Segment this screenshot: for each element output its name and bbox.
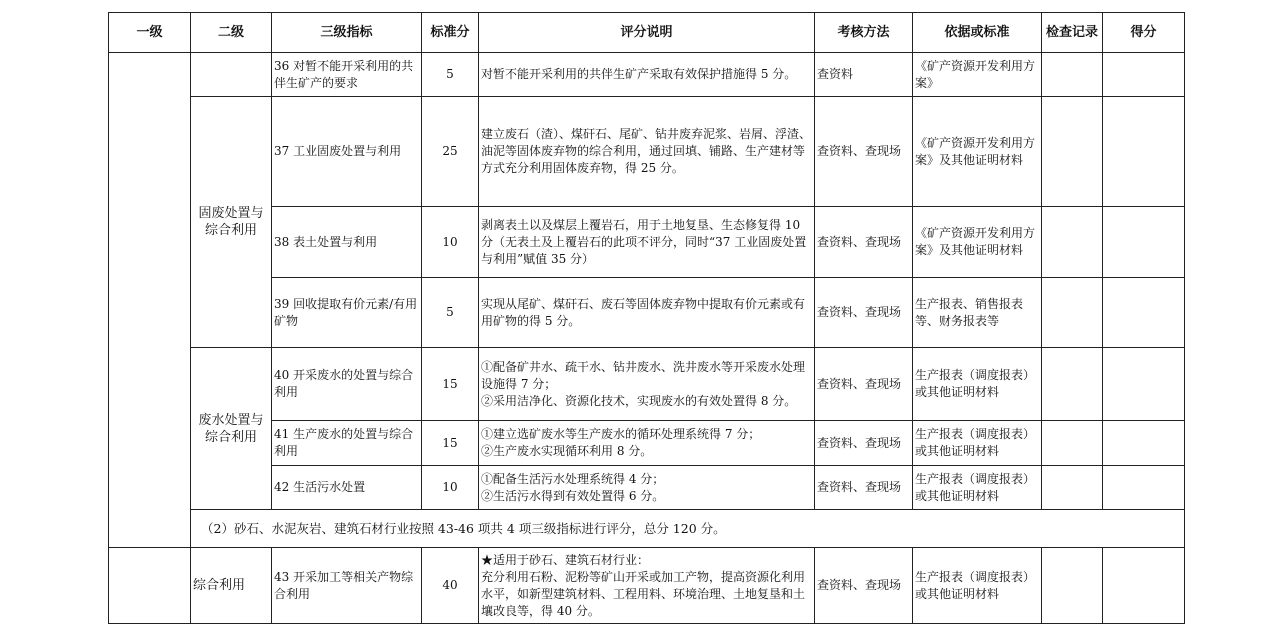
record-cell[interactable] [1042,348,1103,421]
note-row [109,510,1185,548]
header-level1: 一级 [109,13,191,53]
score-cell: 5 [422,278,479,348]
result-cell[interactable] [1103,348,1185,421]
header-row [109,13,1185,53]
group-comprehensive: 综合利用 [191,548,272,624]
scoring-table [108,12,1185,624]
group-solid-waste: 固废处置与综合利用 [191,97,272,348]
basis-cell: 《矿产资源开发利用方案》及其他证明材料 [913,97,1042,207]
result-cell[interactable] [1103,466,1185,510]
level1-cell [109,548,191,624]
desc-line: 实现从尾矿、煤矸石、废石等固体废弃物中提取有价元素或有用矿物的得 5 分。 [481,296,806,328]
header-score: 标准分 [422,13,479,53]
header-level2: 二级 [191,13,272,53]
score-cell: 15 [422,348,479,421]
indicator-cell: 38 表土处置与利用 [272,207,422,278]
method-cell: 查资料 [815,53,913,97]
group-waste-water: 废水处置与综合利用 [191,348,272,510]
method-cell: 查资料、查现场 [815,97,913,207]
score-cell: 40 [422,548,479,624]
indicator-cell: 39 回收提取有价元素/有用矿物 [272,278,422,348]
table-row [109,548,1185,624]
header-method: 考核方法 [815,13,913,53]
desc-line: ②生活污水得到有效处置得 6 分。 [481,488,665,503]
header-desc: 评分说明 [479,13,815,53]
basis-cell: 《矿产资源开发利用方案》 [913,53,1042,97]
method-cell: 查资料、查现场 [815,466,913,510]
table-row [109,97,1185,207]
basis-cell: 生产报表（调度报表）或其他证明材料 [913,348,1042,421]
score-cell: 10 [422,466,479,510]
desc-line: 剥离表土以及煤层上覆岩石，用于土地复垦、生态修复得 10 分（无表土及上覆岩石的此项不评分，同时“37 工业固废处置与利用”赋值 35 分） [481,217,807,266]
desc-line: 建立废石（渣）、煤矸石、尾矿、钻井废弃泥浆、岩屑、浮渣、油泥等固体废弃物的综合利用，通过回填、铺路、生产建材等方式充分利用固体废弃物，得 25 分。 [481,127,812,175]
desc-cell [479,548,815,624]
score-cell: 5 [422,53,479,97]
method-cell: 查资料、查现场 [815,348,913,421]
indicator-cell: 37 工业固废处置与利用 [272,97,422,207]
result-cell[interactable] [1103,548,1185,624]
record-cell[interactable] [1042,207,1103,278]
header-level3: 三级指标 [272,13,422,53]
record-cell[interactable] [1042,53,1103,97]
level2-cell [191,53,272,97]
desc-line: ★适用于砂石、建筑石材行业： [481,552,650,567]
desc-cell [479,348,815,421]
table-row [109,53,1185,97]
indicator-cell: 43 开采加工等相关产物综合利用 [272,548,422,624]
desc-line: ①配备生活污水处理系统得 4 分； [481,471,665,486]
indicator-cell: 36 对暂不能开采利用的共伴生矿产的要求 [272,53,422,97]
record-cell[interactable] [1042,548,1103,624]
desc-line: 充分利用石粉、泥粉等矿山开采或加工产物，提高资源化利用水平，如新型建筑材料、工程用料、环境治理、土地复垦和土壤改良等，得 40 分。 [481,569,806,618]
record-cell[interactable] [1042,97,1103,207]
header-basis: 依据或标准 [913,13,1042,53]
desc-cell [479,466,815,510]
indicator-cell: 42 生活污水处置 [272,466,422,510]
desc-line: ②生产废水实现循环利用 8 分。 [481,444,653,458]
method-cell: 查资料、查现场 [815,421,913,466]
method-cell: 查资料、查现场 [815,548,913,624]
method-cell: 查资料、查现场 [815,278,913,348]
result-cell[interactable] [1103,207,1185,278]
result-cell[interactable] [1103,278,1185,348]
header-record: 检查记录 [1042,13,1103,53]
basis-cell: 生产报表（调度报表）或其他证明材料 [913,466,1042,510]
basis-cell: 生产报表（调度报表）或其他证明材料 [913,421,1042,466]
table-row [109,348,1185,421]
desc-line: ①建立选矿废水等生产废水的循环处理系统得 7 分； [481,427,761,441]
indicator-cell: 40 开采废水的处置与综合利用 [272,348,422,421]
record-cell[interactable] [1042,421,1103,466]
method-cell: 查资料、查现场 [815,207,913,278]
desc-cell [479,421,815,466]
header-result: 得分 [1103,13,1185,53]
desc-cell [479,97,815,207]
result-cell[interactable] [1103,53,1185,97]
basis-cell: 生产报表、销售报表等、财务报表等 [913,278,1042,348]
basis-cell: 生产报表（调度报表）或其他证明材料 [913,548,1042,624]
score-cell: 10 [422,207,479,278]
desc-line: ②采用洁净化、资源化技术，实现废水的有效处置得 8 分。 [481,393,797,408]
result-cell[interactable] [1103,97,1185,207]
record-cell[interactable] [1042,278,1103,348]
score-cell: 15 [422,421,479,466]
record-cell[interactable] [1042,466,1103,510]
level1-cell [109,53,191,548]
desc-line: 对暂不能开采利用的共伴生矿产采取有效保护措施得 5 分。 [481,67,797,81]
desc-cell [479,207,815,278]
basis-cell: 《矿产资源开发利用方案》及其他证明材料 [913,207,1042,278]
result-cell[interactable] [1103,421,1185,466]
score-cell: 25 [422,97,479,207]
desc-cell [479,278,815,348]
note-text: （2）砂石、水泥灰岩、建筑石材行业按照 43-46 项共 4 项三级指标进行评分，总分 120 分。 [191,510,1185,548]
indicator-cell: 41 生产废水的处置与综合利用 [272,421,422,466]
desc-line: ①配备矿井水、疏干水、钻井废水、洗井废水等开采废水处理设施得 7 分； [481,359,806,391]
desc-cell [479,53,815,97]
